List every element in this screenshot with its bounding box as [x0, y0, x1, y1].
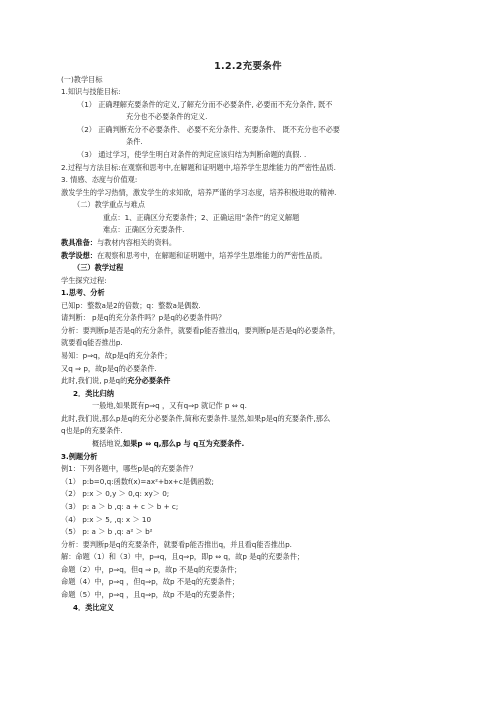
- bold-lead: 3.例题分析: [61, 452, 98, 461]
- text-line: [61, 375, 446, 387]
- text-line: [61, 514, 446, 526]
- line-text: 难点：正确区分充要条件.: [103, 225, 185, 234]
- text-line: [103, 212, 446, 224]
- line-text: 3. 情感、态度与价值观:: [61, 175, 138, 184]
- text-line: [73, 262, 446, 274]
- line-text: 请判断： p是q的充分条件吗？p是q的必要条件吗？: [61, 313, 226, 322]
- text-line: [103, 224, 446, 236]
- text-line: [61, 187, 446, 199]
- line-text: 分析：要判断p是q的充要条件，就要看p能否推出q，并且看q能否推出p.: [61, 540, 292, 549]
- text-line: [73, 602, 446, 614]
- bold-lead: （三）教学过程: [73, 263, 124, 272]
- line-text: 此时,我们说,那么p是q的充分必要条件,简称充要条件.显然,如果p是q的充要条件,那么: [61, 414, 331, 423]
- text-line: [61, 162, 446, 174]
- page-title: 1.2.2充要条件: [214, 61, 282, 72]
- text-line: [61, 325, 446, 337]
- text-line: [61, 275, 446, 287]
- text-line: [61, 174, 446, 186]
- line-text: 条件.: [126, 137, 143, 146]
- text-line: [61, 287, 446, 299]
- line-text: 易知：p⇒q，故p是q的充分条件；: [61, 351, 172, 360]
- line-text: 激发学生的学习热情，激发学生的求知欲，培养严谨的学习态度，培养积极进取的精神.: [61, 188, 337, 197]
- text-line: [61, 237, 446, 249]
- text-line: [61, 363, 446, 375]
- text-line: [77, 99, 446, 111]
- line-text: 命题（5）中，p⇒q ，且q⇒p，故p 不是q的充要条件；: [61, 590, 239, 599]
- line-text: （1） p:b=0,q:函数f(x)=ax²+bx+c是偶函数;: [61, 477, 214, 486]
- line-text: 学生探究过程:: [61, 276, 107, 285]
- line-text: 命题（4）中，p⇒q ，但q⇒p，故p 不是q的充要条件；: [61, 577, 239, 586]
- line-text: 分析：要判断p是否是q的充分条件，就要看p能否推出q，要判断p是否是q的必要条件，: [61, 326, 340, 335]
- line-text: 在观察和思考中，在解题和证明题中，培养学生思维能力的严密性品质。: [96, 251, 327, 260]
- bold-tail: 如果p ⇔ q,那么p 与 q互为充要条件.: [123, 439, 245, 448]
- text-line: [61, 312, 446, 324]
- line-text: （2） 正确判断充分不必要条件、 必要不充分条件、充要条件、 既不充分也不必要: [77, 125, 340, 134]
- line-text: 一般地,如果既有p⇒q ，又有q⇒p 就记作 p ⇔ q.: [92, 401, 247, 410]
- line-text: 解：命题（1）和（3）中，p⇒q，且q⇒p，即p ⇔ q，故p 是q的充要条件；: [61, 552, 305, 561]
- text-line: [61, 551, 446, 563]
- text-line: [61, 425, 446, 437]
- line-text: 1.知识与技能目标:: [61, 87, 121, 96]
- text-line: [73, 199, 446, 211]
- line-text: 充分也不必要条件的定义.: [126, 112, 208, 121]
- line-text: (一)教学目标: [61, 75, 103, 84]
- bold-lead: 4．类比定义: [73, 603, 114, 612]
- line-text: 就要看q能否推出p.: [61, 338, 123, 347]
- text-line: [73, 388, 446, 400]
- line-text: （4） p:x ＞ 5, ,q: x ＞ 10: [61, 515, 152, 524]
- line-text: （3） 通过学习，使学生明白对条件的判定应该归结为判断命题的真假. .: [77, 150, 307, 159]
- text-line: [61, 526, 446, 538]
- text-line: [92, 400, 446, 412]
- text-line: [61, 74, 446, 86]
- text-line: [61, 501, 446, 513]
- text-line: [77, 149, 446, 161]
- text-line: [61, 413, 446, 425]
- text-line: [61, 250, 446, 262]
- line-text: （3） p: a ＞ b ,q: a + c ＞ b + c;: [61, 502, 179, 511]
- text-line: [126, 136, 446, 148]
- text-line: [61, 300, 446, 312]
- text-line: [61, 451, 446, 463]
- text-line: [61, 539, 446, 551]
- bold-lead: 1.思考、分析: [61, 288, 105, 297]
- line-text: 2.过程与方法目标:在观察和思考中,在解题和证明题中,培养学生思维能力的严密性品质.: [61, 163, 336, 172]
- line-text: q也是p的充要条件.: [61, 426, 123, 435]
- line-text: 又q ⇒ p，故p是q的必要条件.: [61, 364, 157, 373]
- line-text: 重点：1、正确区分充要条件；2、正确运用“条件”的定义解题: [103, 213, 300, 222]
- text-line: [92, 438, 446, 450]
- bold-lead: 教具准备：: [61, 238, 97, 247]
- text-line: [61, 476, 446, 488]
- line-text: 与教材内容相关的资料。: [96, 238, 177, 247]
- text-line: [61, 350, 446, 362]
- text-line: [61, 337, 446, 349]
- text-line: [61, 589, 446, 601]
- line-text: （二）教学重点与难点: [73, 200, 145, 209]
- text-line: [126, 111, 446, 123]
- text-line: [61, 576, 446, 588]
- line-text: 概括地说,: [92, 439, 124, 448]
- line-text: 命题（2）中，p⇒q，但q ⇒ p，故p 不是q的充要条件；: [61, 565, 242, 574]
- line-text: （2） p:x ＞ 0,y ＞ 0,q: xy＞ 0;: [61, 489, 170, 498]
- bold-tail: 充分必要条件: [127, 376, 171, 385]
- bold-lead: 2．类比归纳: [73, 389, 114, 398]
- line-text: （1） 正确理解充要条件的定义,了解充分而不必要条件, 必要而不充分条件, 既不: [77, 100, 333, 109]
- line-text: 例1：下列各题中，哪些p是q的充要条件？: [61, 464, 197, 473]
- text-line: [61, 488, 446, 500]
- line-text: 已知p：整数a是2的倍数；q：整数a是偶数.: [61, 301, 201, 310]
- text-line: [61, 564, 446, 576]
- bold-lead: 教学设想：: [61, 251, 97, 260]
- line-text: 此时,我们说, p是q的: [61, 376, 128, 385]
- text-line: [77, 124, 446, 136]
- text-line: [61, 463, 446, 475]
- text-line: [61, 86, 446, 98]
- line-text: （5） p: a ＞ b ,q: a² ＞ b²: [61, 527, 153, 536]
